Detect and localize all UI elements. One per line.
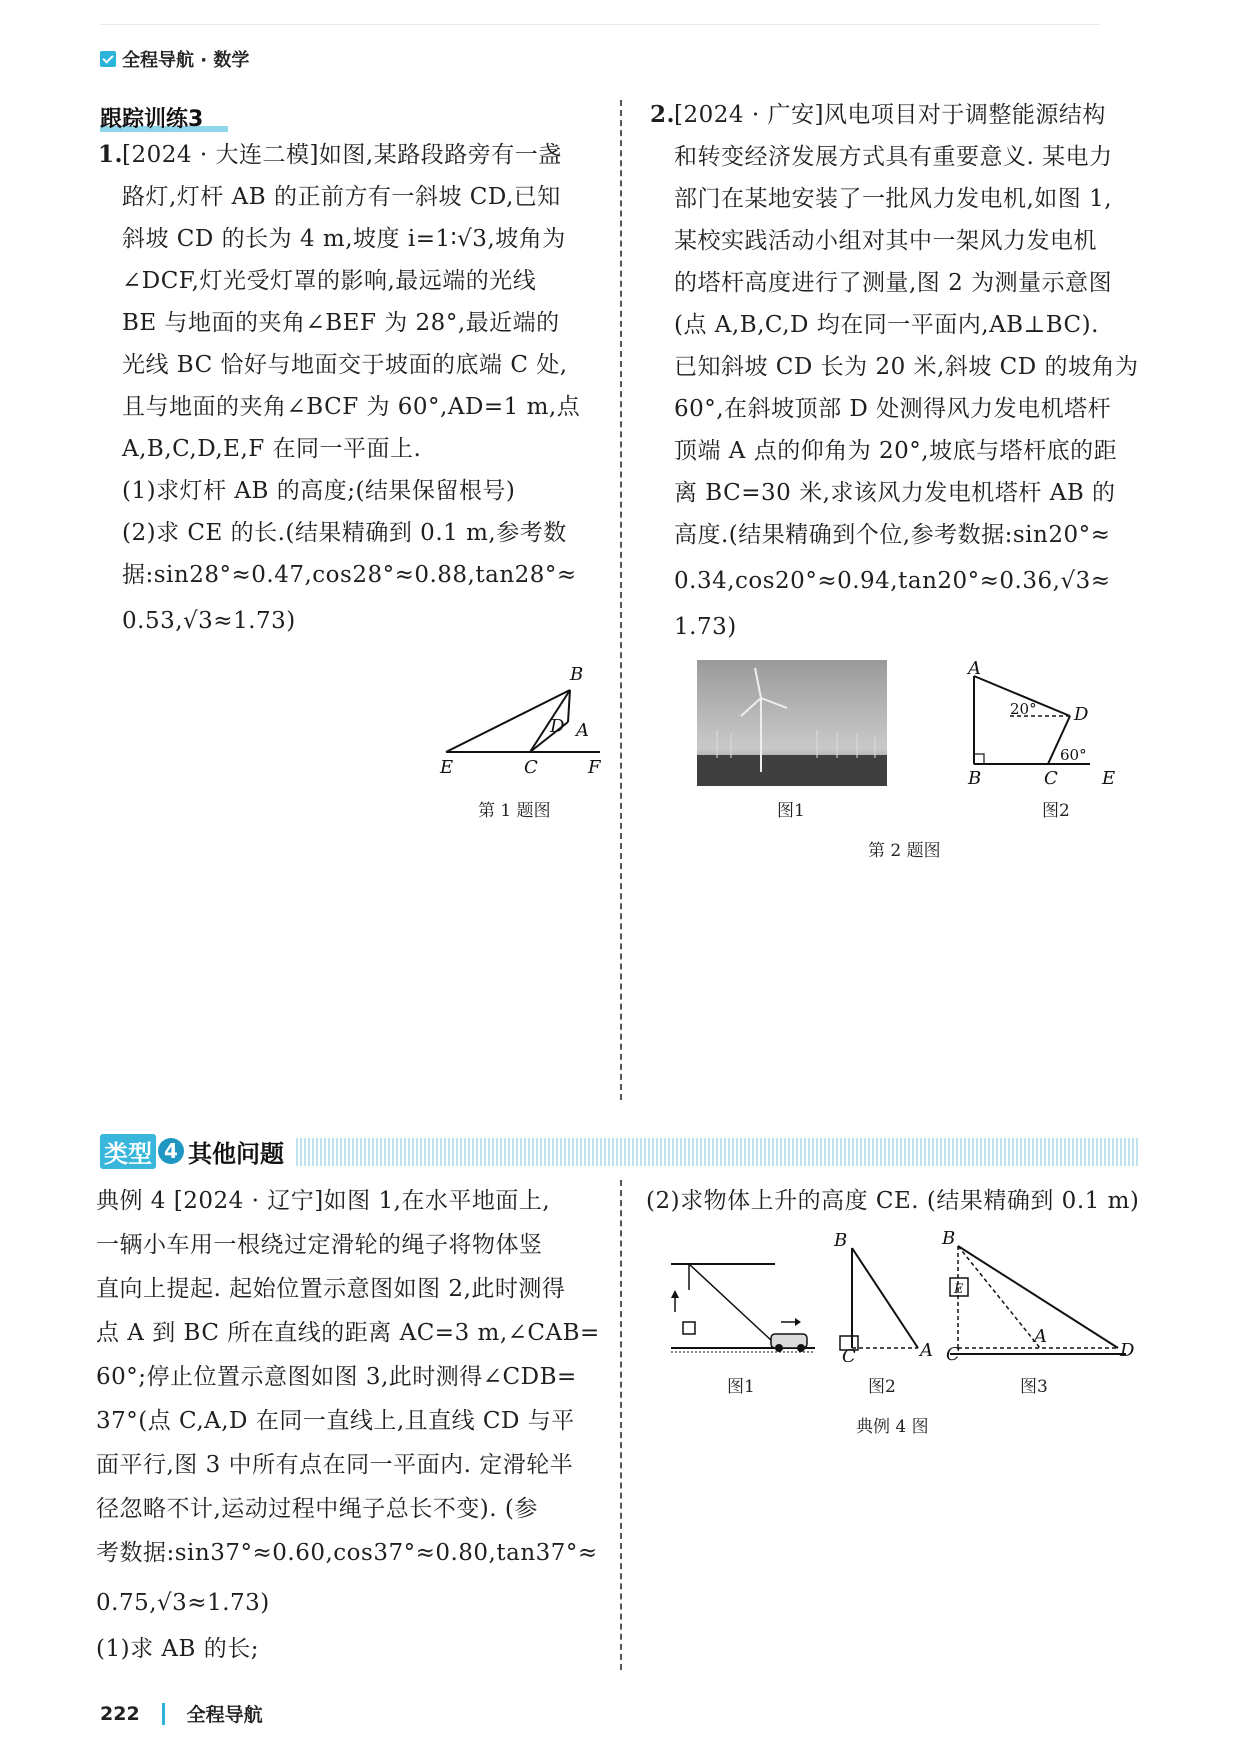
q1-label-a: A xyxy=(576,720,589,741)
example-4-line: 考数据:sin37°≈0.60,cos37°≈0.80,tan37°≈ xyxy=(96,1540,598,1566)
question-2-line: 的塔杆高度进行了测量,图 2 为测量示意图 xyxy=(674,270,1113,296)
q2-fig1-caption: 图1 xyxy=(777,801,805,821)
question-1-line: 光线 BC 恰好与地面交于坡面的底端 C 处, xyxy=(122,352,568,378)
question-2-figure-2 xyxy=(960,658,1130,788)
question-2-line: 60°,在斜坡顶部 D 处测得风力发电机塔杆 xyxy=(674,396,1112,422)
question-2-line: 部门在某地安装了一批风力发电机,如图 1, xyxy=(674,186,1113,212)
footer-divider xyxy=(162,1703,165,1725)
question-1-number: 1. xyxy=(98,141,124,168)
top-rule xyxy=(100,24,1100,25)
ex4-fig2-label-a: A xyxy=(920,1340,933,1361)
checkbox-icon xyxy=(100,51,116,67)
question-2-line: 1.73) xyxy=(674,614,737,640)
question-1-line: [2024 · 大连二模]如图,某路段路旁有一盏 xyxy=(122,142,562,168)
question-2-figure-caption: 第 2 题图 xyxy=(868,841,941,861)
ex4-fig3-label-a: A xyxy=(1034,1326,1047,1347)
example-4-figure-1 xyxy=(665,1250,825,1370)
example-4-part-2: (2)求物体上升的高度 CE. (结果精确到 0.1 m) xyxy=(646,1188,1140,1214)
question-2-line: 离 BC=30 米,求该风力发电机塔杆 AB 的 xyxy=(674,480,1116,506)
example-4-line: 37°(点 C,A,D 在同一直线上,且直线 CD 与平 xyxy=(96,1408,575,1434)
header-title: 全程导航 · 数学 xyxy=(122,50,250,71)
type-4-title: 其他问题 xyxy=(188,1139,284,1168)
wind-turbine-photo xyxy=(697,660,887,786)
question-1-line: 据:sin28°≈0.47,cos28°≈0.88,tan28°≈ xyxy=(122,562,577,588)
question-2-line: [2024 · 广安]风电项目对于调整能源结构 xyxy=(674,102,1106,128)
example-4-figure-3 xyxy=(940,1230,1140,1365)
example-4-line: 面平行,图 3 中所有点在同一平面内. 定滑轮半 xyxy=(96,1452,574,1478)
question-2-line: (点 A,B,C,D 均在同一平面内,AB⊥BC). xyxy=(674,312,1099,338)
question-1-line: (1)求灯杆 AB 的高度;(结果保留根号) xyxy=(122,478,516,504)
type-4-tag xyxy=(100,1134,294,1168)
question-1-line: 0.53,√3≈1.73) xyxy=(122,608,296,634)
ex4-fig3-label-c: C xyxy=(946,1344,960,1365)
example-4-line: 径忽略不计,运动过程中绳子总长不变). (参 xyxy=(96,1496,538,1522)
page-header xyxy=(100,46,249,72)
section-title: 跟踪训练3 xyxy=(100,107,204,132)
example-4-fig1-caption: 图1 xyxy=(727,1377,755,1397)
example-4-line: 60°;停止位置示意图如图 3,此时测得∠CDB= xyxy=(96,1364,577,1390)
q2-label-d: D xyxy=(1074,704,1089,725)
question-1-line: A,B,C,D,E,F 在同一平面上. xyxy=(122,436,422,462)
q1-label-e: E xyxy=(440,757,454,778)
question-2-line: 高度.(结果精确到个位,参考数据:sin20°≈ xyxy=(674,522,1111,548)
q2-label-a: A xyxy=(968,658,981,679)
question-1-line: BE 与地面的夹角∠BEF 为 28°,最近端的 xyxy=(122,310,560,336)
type-4-number: 4 xyxy=(158,1138,184,1164)
ex4-fig3-label-d: D xyxy=(1120,1340,1135,1361)
example-4-line: (1)求 AB 的长; xyxy=(96,1636,259,1662)
question-1-line: ∠DCF,灯光受灯罩的影响,最远端的光线 xyxy=(122,268,537,294)
column-divider-bottom xyxy=(620,1180,622,1670)
type-4-label: 类型 xyxy=(100,1134,156,1169)
question-1-line: 且与地面的夹角∠BCF 为 60°,AD=1 m,点 xyxy=(122,394,581,420)
ex4-fig2-label-c: C xyxy=(842,1346,856,1362)
q1-label-c: C xyxy=(524,757,538,778)
question-2-line: 顶端 A 点的仰角为 20°,坡底与塔杆底的距 xyxy=(674,438,1118,464)
ex4-fig2-label-b: B xyxy=(834,1232,848,1251)
footer-title: 全程导航 xyxy=(186,1704,263,1726)
question-2-number: 2. xyxy=(650,101,676,128)
q2-fig2-caption: 图2 xyxy=(1042,801,1070,821)
question-2-line: 某校实践活动小组对其中一架风力发电机 xyxy=(674,228,1097,254)
example-4-fig3-caption: 图3 xyxy=(1020,1377,1048,1397)
question-2-line: 已知斜坡 CD 长为 20 米,斜坡 CD 的坡角为 xyxy=(674,354,1139,380)
question-1-line: 路灯,灯杆 AB 的正前方有一斜坡 CD,已知 xyxy=(122,184,561,210)
example-4-line: 直向上提起. 起始位置示意图如图 2,此时测得 xyxy=(96,1276,566,1302)
q2-label-c: C xyxy=(1044,768,1058,788)
example-4-line: 一辆小车用一根绕过定滑轮的绳子将物体竖 xyxy=(96,1232,543,1258)
q2-label-e: E xyxy=(1102,768,1116,788)
q2-angle-20: 20° xyxy=(1010,700,1037,718)
q1-label-b: B xyxy=(570,664,584,685)
ex4-fig3-label-b: B xyxy=(942,1230,956,1249)
column-divider xyxy=(620,100,622,1100)
ex4-fig3-label-e: E xyxy=(954,1282,964,1297)
page-footer xyxy=(100,1700,263,1727)
q2-angle-60: 60° xyxy=(1060,746,1087,764)
example-4-figure-caption: 典例 4 图 xyxy=(856,1417,929,1437)
example-4-line: 典例 4 [2024 · 辽宁]如图 1,在水平地面上, xyxy=(96,1188,551,1214)
q1-label-f: F xyxy=(588,757,601,778)
q2-label-b: B xyxy=(968,768,982,788)
example-4-line: 点 A 到 BC 所在直线的距离 AC=3 m,∠CAB= xyxy=(96,1320,600,1346)
question-2-line: 0.34,cos20°≈0.94,tan20°≈0.36,√3≈ xyxy=(674,568,1111,594)
q1-label-d: D xyxy=(550,716,565,737)
question-1-line: (2)求 CE 的长.(结果精确到 0.1 m,参考数 xyxy=(122,520,567,546)
example-4-figure-2 xyxy=(828,1232,938,1362)
question-2-line: 和转变经济发展方式具有重要意义. 某电力 xyxy=(674,144,1113,170)
question-1-figure xyxy=(430,660,610,780)
question-1-figure-caption: 第 1 题图 xyxy=(478,801,551,821)
example-4-line: 0.75,√3≈1.73) xyxy=(96,1590,270,1616)
question-1-line: 斜坡 CD 的长为 4 m,坡度 i=1∶√3,坡角为 xyxy=(122,226,566,252)
example-4-fig2-caption: 图2 xyxy=(868,1377,896,1397)
page-number: 222 xyxy=(100,1702,140,1725)
